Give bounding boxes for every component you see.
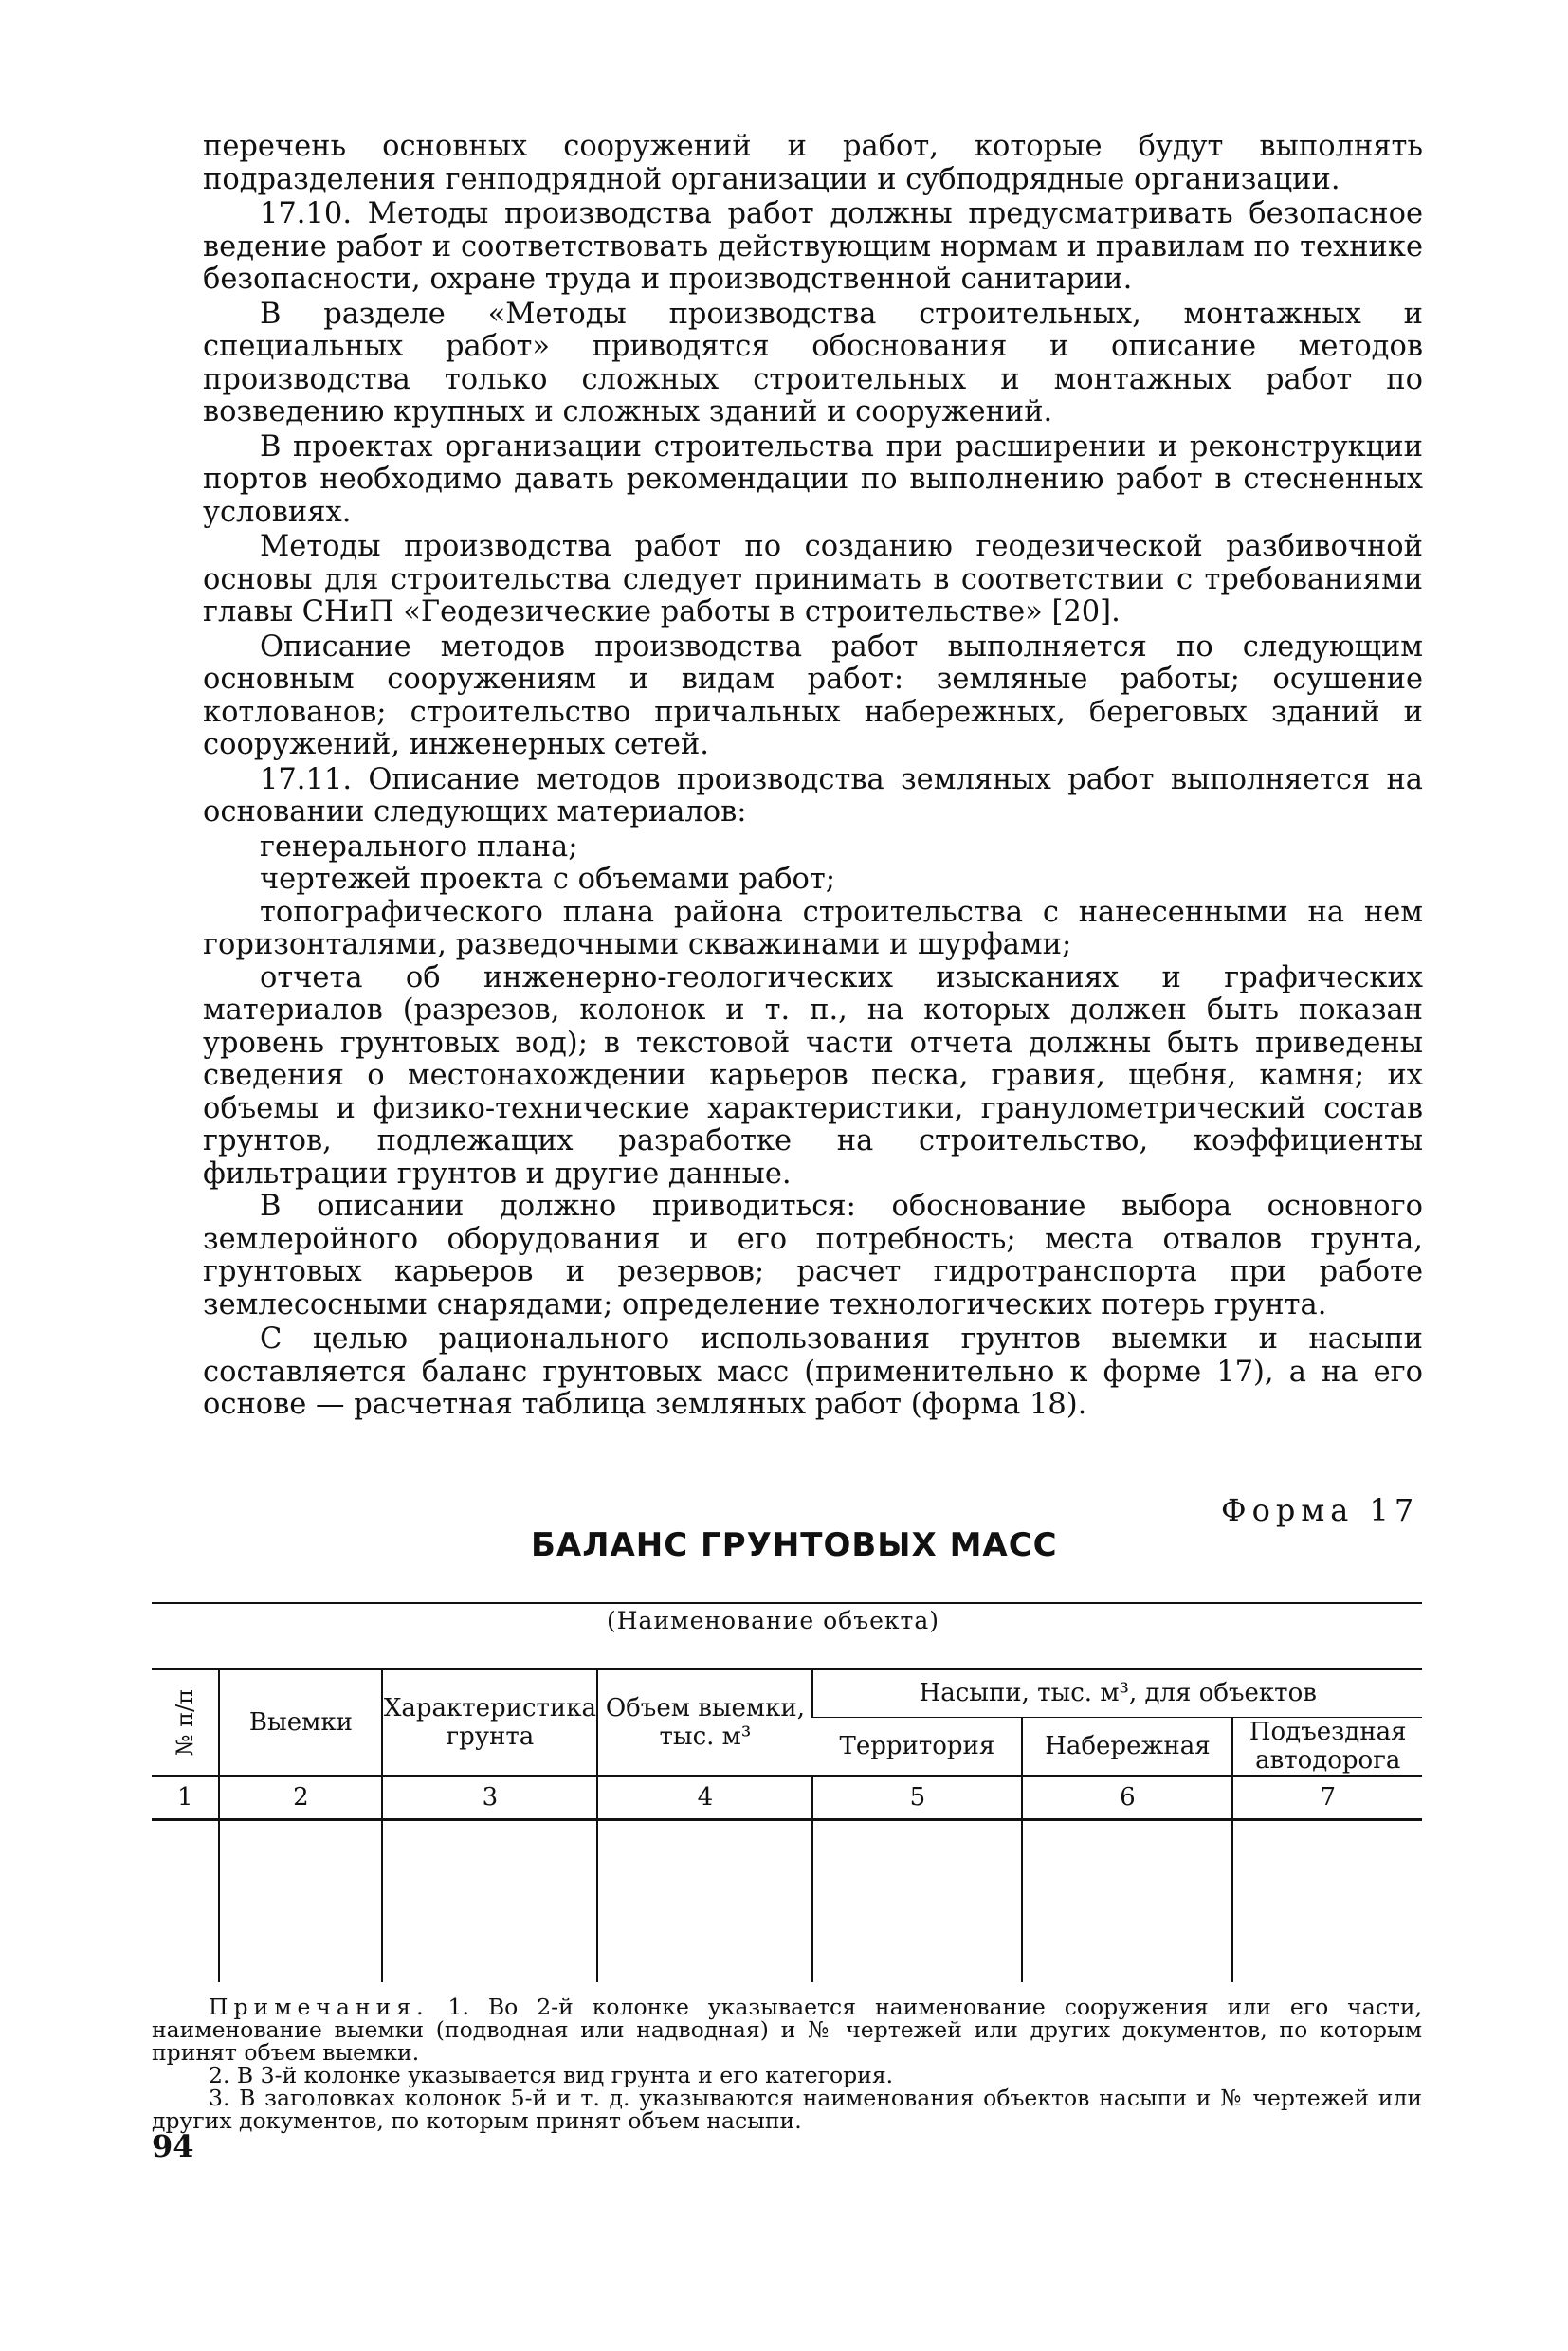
table-notes [152, 1996, 1422, 2132]
paragraph: перечень основных сооружений и работ, которые будут выполнять подразделения генподрядной организации и субподрядные организации. [203, 130, 1423, 196]
body-text [203, 131, 1423, 1424]
table-cell [219, 1819, 382, 1982]
table-cell [1022, 1819, 1232, 1982]
col-header-soil-characteristic: Характеристика грунта [382, 1669, 597, 1776]
note-1: 1. Во 2-й колонке указывается наименование сооружения или его части, наименование выемки (подводная или надводная) и № чертежей или других документов, по которым принят объем выемки. [152, 1994, 1422, 2066]
form-label: Форма 17 [1221, 1492, 1420, 1528]
col-header-embankment: Набережная [1022, 1717, 1232, 1776]
paragraph: 17.11. Описание методов производства земляных работ выполняется на основании следующих материалов: [203, 762, 1423, 829]
list-item: отчета об инженерно-геологических изысканиях и графических материалов (разрезов, колонок и т. п., на которых должен быть показан уровень грунтовых вод); в текстовой части отчета должны быть приведены сведения о местонахождении карьеров песка, гравия, щебня, камня; их объемы и физико-технические характеристики, гранулометрический состав грунтов, подлежащих разработке на строительство, коэффициенты фильтрации грунтов и другие данные. [203, 960, 1423, 1191]
table-title: БАЛАНС ГРУНТОВЫХ МАСС [531, 1526, 1058, 1564]
list-item: топографического плана района строительства с нанесенными на нем горизонталями, разведочными скважинами и шурфами; [203, 895, 1423, 961]
column-number: 5 [812, 1776, 1022, 1820]
col-header-access-road: Подъездная автодорога [1232, 1717, 1422, 1776]
table-header-row [152, 1669, 1422, 1717]
column-number: 6 [1022, 1776, 1232, 1820]
paragraph: В описании должно приводиться: обоснование выбора основного землеройного оборудования и его потребность; места отвалов грунта, грунтовых карьеров и резервов; расчет гидротранспорта при работе землесосными снарядами; определение технологических потерь грунта. [203, 1190, 1423, 1321]
table-row [152, 1819, 1422, 1982]
column-number: 3 [382, 1776, 597, 1820]
list-item: чертежей проекта с объемами работ; [260, 863, 836, 896]
col-header-embankments-group: Насыпи, тыс. м³, для объектов [812, 1669, 1422, 1717]
column-number: 7 [1232, 1776, 1422, 1820]
table-cell [812, 1819, 1022, 1982]
paragraph: В проектах организации строительства при расширении и реконструкции портов необходимо давать рекомендации по выполнению работ в стесненных условиях. [203, 429, 1423, 529]
column-number: 1 [152, 1776, 219, 1820]
table-cell [382, 1819, 597, 1982]
note-2: 2. В 3-й колонке указывается вид грунта и его категория. [209, 2062, 894, 2088]
balance-table [152, 1668, 1422, 1982]
object-name-caption: (Наименование объекта) [607, 1607, 940, 1634]
note-3: 3. В заголовках колонок 5-й и т. д. указываются наименования объектов насыпи и № чертежей или других документов, по которым принят объем насыпи. [152, 2085, 1422, 2134]
column-number: 4 [597, 1776, 812, 1820]
paragraph: Методы производства работ по созданию геодезической разбивочной основы для строительства следует принимать в соответствии с требованиями главы СНиП «Геодезические работы в строительстве» [20]. [203, 530, 1423, 629]
paragraph: В разделе «Методы производства строительных, монтажных и специальных работ» приводятся обоснования и описание методов производства только сложных строительных и монтажных работ по возведению крупных и сложных зданий и сооружений. [203, 297, 1423, 428]
col-header-number: № п/п [172, 1688, 199, 1756]
paragraph: Описание методов производства работ выполняется по следующим основным сооружениям и видам работ: земляные работы; осушение котлованов; строительство причальных набережных, береговых зданий и сооружений, инженерных сетей. [203, 629, 1423, 761]
column-number-row [152, 1776, 1422, 1820]
table-cell [152, 1819, 219, 1982]
table-cell [597, 1819, 812, 1982]
page-number: 94 [152, 2128, 194, 2164]
paragraph: 17.10. Методы производства работ должны предусматривать безопасное ведение работ и соответствовать действующим нормам и правилам по технике безопасности, охране труда и производственной санитарии. [203, 197, 1423, 296]
column-number: 2 [219, 1776, 382, 1820]
col-header-excavation-volume: Объем выемки, тыс. м³ [597, 1669, 812, 1776]
col-header-territory: Территория [812, 1717, 1022, 1776]
notes-label: Примечания. [209, 1994, 429, 2020]
table-cell [1232, 1819, 1422, 1982]
paragraph: С целью рационального использования грунтов выемки и насыпи составляется баланс грунтовых масс (применительно к форме 17), а на его основе — расчетная таблица земляных работ (форма 18). [203, 1322, 1423, 1421]
list-item: генерального плана; [260, 829, 578, 864]
col-header-excavations: Выемки [219, 1669, 382, 1776]
object-name-line [152, 1602, 1422, 1604]
